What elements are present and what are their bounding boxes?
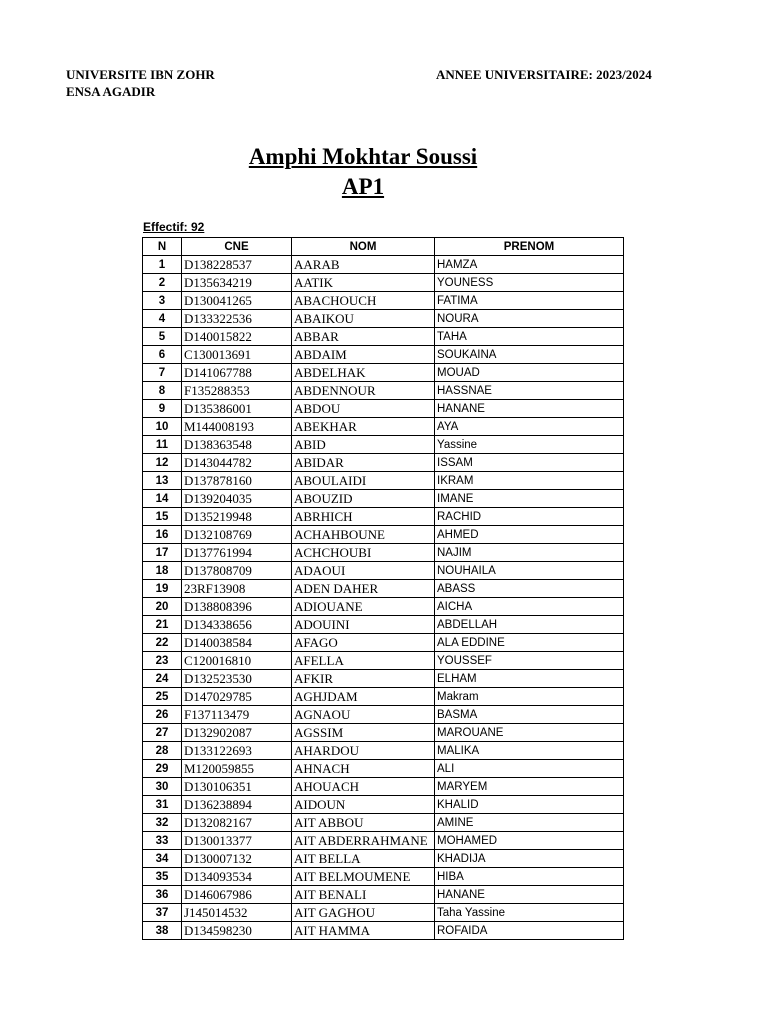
cell-cne: D130106351 [182,778,292,796]
table-header-row [143,238,624,256]
cell-prenom: HANANE [435,886,624,904]
cell-cne: C120016810 [182,652,292,670]
cell-prenom: ROFAIDA [435,922,624,940]
page-subtitle: AP1 [341,174,385,199]
col-header-cne: CNE [182,238,292,256]
cell-nom: AGHJDAM [292,688,435,706]
cell-nom: AATIK [292,274,435,292]
cell-n: 10 [143,418,182,436]
table-row [143,868,624,886]
cell-prenom: MOHAMED [435,832,624,850]
table-row [143,742,624,760]
table-row [143,364,624,382]
cell-prenom: KHALID [435,796,624,814]
cell-prenom: AMINE [435,814,624,832]
cell-prenom: AHMED [435,526,624,544]
cell-prenom: Taha Yassine [435,904,624,922]
table-row [143,724,624,742]
table-row [143,616,624,634]
cell-nom: ABEKHAR [292,418,435,436]
page-title: Amphi Mokhtar Soussi [248,144,478,169]
table-row [143,634,624,652]
institution-header [66,66,215,100]
cell-cne: D134598230 [182,922,292,940]
cell-nom: AGNAOU [292,706,435,724]
table-row [143,850,624,868]
col-header-n: N [143,238,182,256]
cell-cne: D140038584 [182,634,292,652]
cell-n: 22 [143,634,182,652]
table-row [143,922,624,940]
cell-prenom: TAHA [435,328,624,346]
cell-n: 25 [143,688,182,706]
table-row [143,382,624,400]
table-row [143,814,624,832]
table-row [143,778,624,796]
table-row [143,310,624,328]
cell-n: 31 [143,796,182,814]
cell-n: 34 [143,850,182,868]
cell-prenom: AICHA [435,598,624,616]
cell-cne: D141067788 [182,364,292,382]
cell-nom: AFELLA [292,652,435,670]
cell-cne: F137113479 [182,706,292,724]
cell-n: 12 [143,454,182,472]
cell-nom: AHNACH [292,760,435,778]
cell-cne: D138363548 [182,436,292,454]
cell-nom: AFKIR [292,670,435,688]
cell-nom: ABOULAIDI [292,472,435,490]
cell-nom: AHARDOU [292,742,435,760]
academic-year: ANNEE UNIVERSITAIRE: 2023/2024 [436,67,652,82]
table-body [143,256,624,940]
table-row [143,274,624,292]
table-row [143,436,624,454]
cell-nom: ABDAIM [292,346,435,364]
cell-n: 16 [143,526,182,544]
cell-nom: AFAGO [292,634,435,652]
cell-n: 2 [143,274,182,292]
cell-prenom: HANANE [435,400,624,418]
cell-nom: ABRHICH [292,508,435,526]
cell-cne: D133322536 [182,310,292,328]
cell-n: 27 [143,724,182,742]
cell-prenom: ABDELLAH [435,616,624,634]
cell-prenom: KHADIJA [435,850,624,868]
cell-n: 35 [143,868,182,886]
cell-prenom: MOUAD [435,364,624,382]
table-row [143,580,624,598]
cell-cne: D134338656 [182,616,292,634]
cell-prenom: ISSAM [435,454,624,472]
cell-prenom: MAROUANE [435,724,624,742]
cell-cne: D140015822 [182,328,292,346]
cell-prenom: Yassine [435,436,624,454]
cell-nom: ABID [292,436,435,454]
cell-nom: AIT BELLA [292,850,435,868]
cell-cne: D138808396 [182,598,292,616]
cell-cne: D130041265 [182,292,292,310]
table-row [143,652,624,670]
cell-n: 21 [143,616,182,634]
cell-nom: ABIDAR [292,454,435,472]
cell-cne: D139204035 [182,490,292,508]
cell-n: 4 [143,310,182,328]
cell-prenom: YOUSSEF [435,652,624,670]
cell-n: 11 [143,436,182,454]
cell-nom: ABDELHAK [292,364,435,382]
col-header-nom: NOM [292,238,435,256]
cell-cne: D146067986 [182,886,292,904]
cell-prenom: SOUKAINA [435,346,624,364]
cell-nom: AIT HAMMA [292,922,435,940]
cell-cne: D132108769 [182,526,292,544]
cell-cne: D147029785 [182,688,292,706]
cell-prenom: YOUNESS [435,274,624,292]
cell-prenom: IKRAM [435,472,624,490]
cell-n: 8 [143,382,182,400]
cell-cne: D138228537 [182,256,292,274]
cell-cne: 23RF13908 [182,580,292,598]
cell-nom: AIT BENALI [292,886,435,904]
cell-nom: ADEN DAHER [292,580,435,598]
cell-prenom: ELHAM [435,670,624,688]
cell-cne: M120059855 [182,760,292,778]
cell-n: 24 [143,670,182,688]
cell-n: 9 [143,400,182,418]
cell-nom: ADAOUI [292,562,435,580]
cell-nom: AIT ABDERRAHMANE [292,832,435,850]
cell-nom: AIT ABBOU [292,814,435,832]
cell-n: 33 [143,832,182,850]
cell-cne: D137878160 [182,472,292,490]
col-header-prenom: PRENOM [435,238,624,256]
cell-cne: D132523530 [182,670,292,688]
table-row [143,490,624,508]
cell-prenom: ALI [435,760,624,778]
cell-n: 14 [143,490,182,508]
cell-prenom: FATIMA [435,292,624,310]
table-row [143,688,624,706]
cell-nom: AGSSIM [292,724,435,742]
table-row [143,508,624,526]
table-row [143,832,624,850]
cell-prenom: BASMA [435,706,624,724]
table-row [143,598,624,616]
cell-prenom: NOURA [435,310,624,328]
cell-cne: D130007132 [182,850,292,868]
effectif-count: Effectif: 92 [143,220,205,234]
cell-nom: AIT BELMOUMENE [292,868,435,886]
cell-n: 29 [143,760,182,778]
table-row [143,472,624,490]
cell-prenom: MALIKA [435,742,624,760]
cell-n: 6 [143,346,182,364]
cell-cne: M144008193 [182,418,292,436]
cell-nom: ABAIKOU [292,310,435,328]
cell-nom: ADIOUANE [292,598,435,616]
cell-n: 7 [143,364,182,382]
cell-prenom: Makram [435,688,624,706]
school-name: ENSA AGADIR [66,84,156,99]
cell-n: 26 [143,706,182,724]
cell-prenom: MARYEM [435,778,624,796]
cell-cne: D135634219 [182,274,292,292]
table-row [143,544,624,562]
cell-n: 28 [143,742,182,760]
cell-prenom: ABASS [435,580,624,598]
cell-nom: ADOUINI [292,616,435,634]
cell-n: 5 [143,328,182,346]
cell-nom: ABDOU [292,400,435,418]
cell-nom: AHOUACH [292,778,435,796]
table-row [143,526,624,544]
cell-prenom: NAJIM [435,544,624,562]
cell-n: 19 [143,580,182,598]
cell-cne: D136238894 [182,796,292,814]
cell-nom: ABDENNOUR [292,382,435,400]
cell-n: 36 [143,886,182,904]
cell-prenom: ALA EDDINE [435,634,624,652]
cell-n: 17 [143,544,182,562]
cell-prenom: HASSNAE [435,382,624,400]
cell-cne: D137808709 [182,562,292,580]
table-row [143,346,624,364]
cell-n: 13 [143,472,182,490]
table-row [143,904,624,922]
cell-prenom: RACHID [435,508,624,526]
cell-cne: D132902087 [182,724,292,742]
cell-cne: D137761994 [182,544,292,562]
table-row [143,562,624,580]
cell-nom: ACHAHBOUNE [292,526,435,544]
cell-n: 32 [143,814,182,832]
university-name: UNIVERSITE IBN ZOHR [66,67,215,82]
cell-nom: ABACHOUCH [292,292,435,310]
table-row [143,706,624,724]
cell-nom: ABBAR [292,328,435,346]
cell-nom: AIT GAGHOU [292,904,435,922]
cell-cne: D135386001 [182,400,292,418]
table-row [143,886,624,904]
cell-cne: D135219948 [182,508,292,526]
cell-cne: D133122693 [182,742,292,760]
cell-prenom: NOUHAILA [435,562,624,580]
table-row [143,670,624,688]
table-row [143,796,624,814]
cell-n: 15 [143,508,182,526]
cell-cne: D143044782 [182,454,292,472]
cell-cne: F135288353 [182,382,292,400]
cell-prenom: AYA [435,418,624,436]
table-row [143,292,624,310]
cell-nom: AARAB [292,256,435,274]
cell-cne: J145014532 [182,904,292,922]
student-table [142,237,624,940]
cell-nom: ACHCHOUBI [292,544,435,562]
cell-n: 1 [143,256,182,274]
table-row [143,400,624,418]
cell-n: 20 [143,598,182,616]
cell-prenom: IMANE [435,490,624,508]
cell-prenom: HAMZA [435,256,624,274]
cell-cne: D130013377 [182,832,292,850]
cell-n: 23 [143,652,182,670]
cell-nom: ABOUZID [292,490,435,508]
table-row [143,454,624,472]
table-row [143,418,624,436]
table-row [143,328,624,346]
cell-cne: C130013691 [182,346,292,364]
cell-n: 3 [143,292,182,310]
cell-cne: D134093534 [182,868,292,886]
cell-nom: AIDOUN [292,796,435,814]
cell-n: 18 [143,562,182,580]
cell-cne: D132082167 [182,814,292,832]
cell-prenom: HIBA [435,868,624,886]
table-row [143,256,624,274]
cell-n: 30 [143,778,182,796]
table-row [143,760,624,778]
cell-n: 37 [143,904,182,922]
cell-n: 38 [143,922,182,940]
